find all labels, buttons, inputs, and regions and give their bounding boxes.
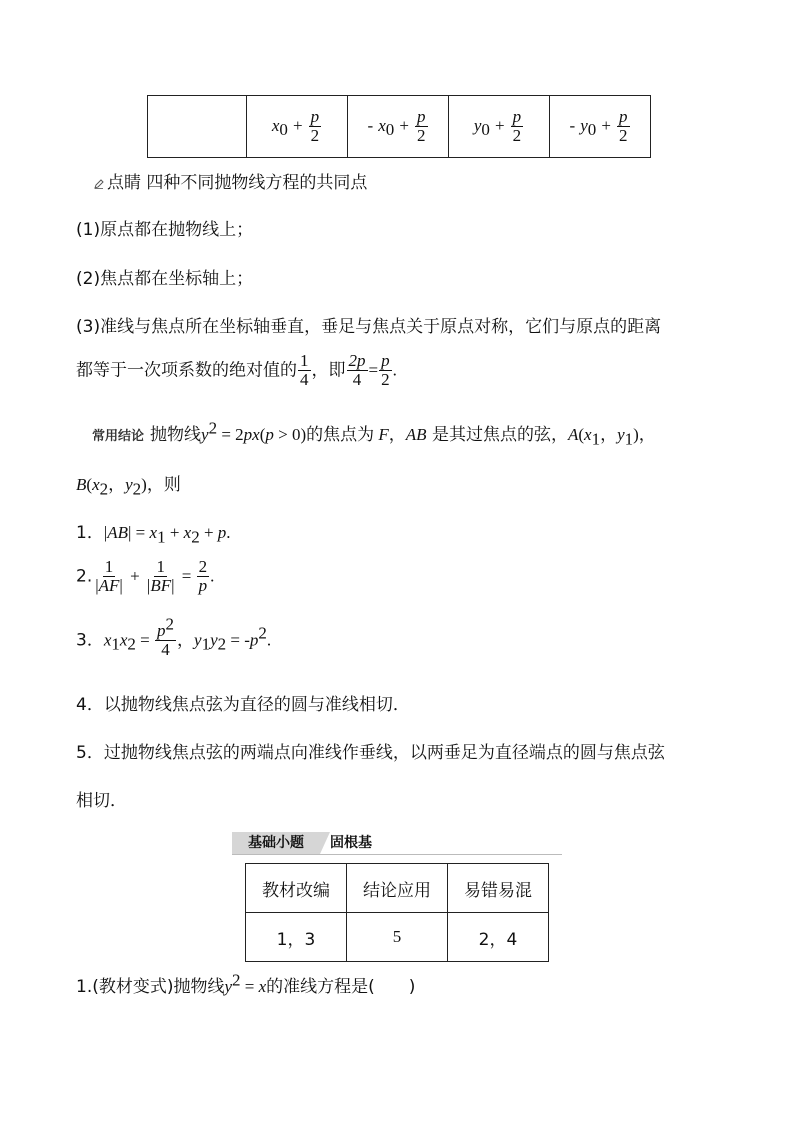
table-cell-y0-plus-p-half: $y_0$ + $\frac{p}{2}$ [449,96,550,158]
category-header-error-prone: 易错易混 [448,864,549,913]
item-5-line-1: 5．过抛物线焦点弦的两端点向准线作垂线，以两垂足为直径端点的圆与焦点弦 [76,743,665,763]
item-2: 2. $\frac{1}{|AF|}$ + $\frac{1}{|BF|}$ = $\frac{2}{p}$ . [76,557,215,595]
category-value-conclusion: 5 [347,913,448,962]
category-header-textbook: 教材改编 [246,864,347,913]
item-1: 1．$|AB| = x_1 + x_2 + p$. [76,523,231,547]
question-1: 1.(教材变式)抛物线$y^2 = x$的准线方程是( ) [76,970,416,997]
table-cell-neg-x0-plus-p-half: - $x_0$ + $\frac{p}{2}$ [348,96,449,158]
table-cell-empty [148,96,247,158]
dianjing-title: 四种不同抛物线方程的共同点 [146,173,368,193]
point-3-line-2: 都等于一次项系数的绝对值的 $\frac{1}{4}$ ，即 $\frac{2p}{4}$ = $\frac{p}{2}$ . [76,351,397,389]
category-header-conclusion: 结论应用 [347,864,448,913]
category-table [245,863,549,962]
common-conclusion-line-2: $B(x_2$，$y_2$)，则 [76,475,181,499]
category-value-error-prone: 2，4 [448,913,549,962]
section-badge [232,832,562,854]
common-conclusion-line-1: 常用结论 抛物线$y^2 = 2px(p > 0)$的焦点为 F，AB 是其过焦点的弦，$A(x_1$，$y_1$)， [92,418,656,449]
section-badge-right: 固根基 [330,835,372,851]
point-1: (1)原点都在抛物线上； [76,220,254,240]
item-4: 4．以抛物线焦点弦为直径的圆与准线相切． [76,695,410,715]
pencil-icon [94,178,104,189]
item-3: 3．$x_1x_2$ = $\frac{p^2}{4}$ ，$y_1y_2 = -p^2$. [76,614,272,659]
table-cell-neg-y0-plus-p-half: - $y_0$ + $\frac{p}{2}$ [550,96,651,158]
table-cell-x0-plus-p-half: $x_0$ + $\frac{p}{2}$ [247,96,348,158]
point-2: (2)焦点都在坐标轴上； [76,269,254,289]
common-conclusion-label: 常用结论 [92,429,145,444]
dianjing-label: 点睛 [107,173,141,193]
category-value-textbook: 1，3 [246,913,347,962]
item-5-line-2: 相切． [76,791,127,811]
focal-radius-table [147,95,651,158]
section-badge-left: 基础小题 [232,832,320,854]
point-3-line-1: (3)准线与焦点所在坐标轴垂直，垂足与焦点关于原点对称，它们与原点的距离 [76,317,662,337]
dianjing-heading [94,168,367,193]
